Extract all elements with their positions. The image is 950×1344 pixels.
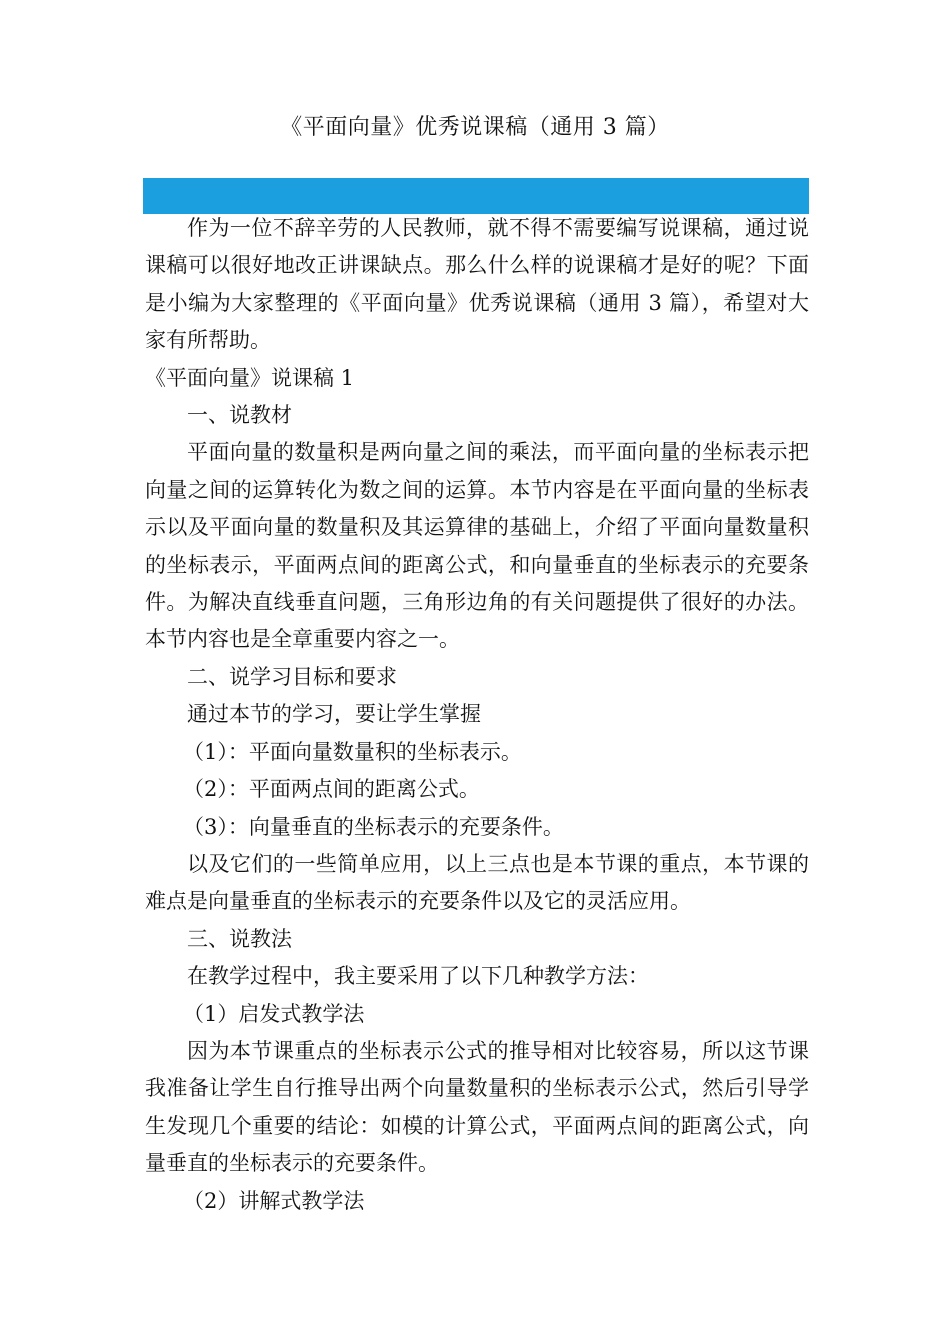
intro-paragraph: 作为一位不辞辛劳的人民教师，就不得不需要编写说课稿，通过说课稿可以很好地改正讲课缺点。那么什么样的说课稿才是好的呢？下面是小编为大家整理的《平面向量》优秀说课稿（通用 3 篇），希望对大家有所帮助。 xyxy=(145,216,809,353)
page-title: 《平面向量》优秀说课稿（通用 3 篇） xyxy=(280,115,670,140)
goal-item-2: （2）：平面两点间的距离公式。 xyxy=(183,777,480,802)
section-heading-lecture-1: 《平面向量》说课稿 1 xyxy=(145,365,355,390)
heading-goals: 二、说学习目标和要求 xyxy=(187,664,397,689)
heading-textbook: 一、说教材 xyxy=(187,403,292,428)
goal-item-3: （3）：向量垂直的坐标表示的充要条件。 xyxy=(183,814,564,839)
method-heading-heuristic: （1）启发式教学法 xyxy=(183,1001,365,1026)
method-heading-lecture: （2）讲解式教学法 xyxy=(183,1188,365,1213)
paragraph-textbook: 平面向量的数量积是两向量之间的乘法，而平面向量的坐标表示把向量之间的运算转化为数之间的运算。本节内容是在平面向量的坐标表示以及平面向量的数量积及其运算律的基础上，介绍了平面向量数量积的坐标表示，平面两点间的距离公式，和向量垂直的坐标表示的充要条件。为解决直线垂直问题，三角形边角的有关问题提供了很好的办法。本节内容也是全章重要内容之一。 xyxy=(145,440,809,652)
paragraph-heuristic: 因为本节课重点的坐标表示公式的推导相对比较容易，所以这节课我准备让学生自行推导出两个向量数量积的坐标表示公式，然后引导学生发现几个重要的结论：如模的计算公式，平面两点间的距离公式，向量垂直的坐标表示的充要条件。 xyxy=(145,1038,809,1176)
document-body xyxy=(145,210,809,1220)
goal-item-1: （1）：平面向量数量积的坐标表示。 xyxy=(183,739,522,764)
paragraph-key-points: 以及它们的一些简单应用，以上三点也是本节课的重点，本节课的难点是向量垂直的坐标表示的充要条件以及它的灵活应用。 xyxy=(145,851,809,914)
title-banner xyxy=(143,178,809,214)
paragraph-goals-intro: 通过本节的学习，要让学生掌握 xyxy=(187,702,481,727)
paragraph-methods-intro: 在教学过程中，我主要采用了以下几种教学方法： xyxy=(187,964,649,989)
heading-methods: 三、说教法 xyxy=(187,926,292,951)
